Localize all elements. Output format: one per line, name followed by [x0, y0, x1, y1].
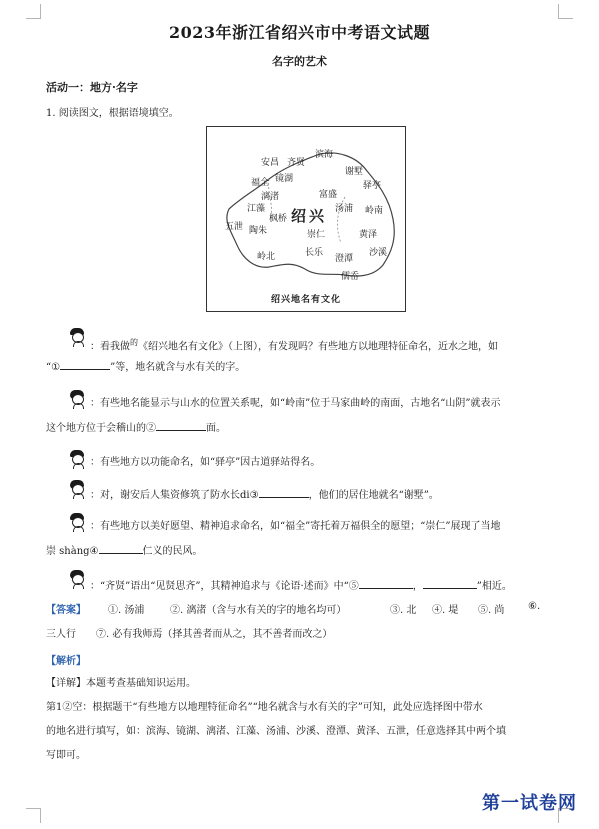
map-place: 澄潭	[335, 254, 354, 264]
answer-item: ⑤. 尚	[478, 605, 505, 616]
site-watermark: 第一试卷网	[482, 793, 577, 814]
map-place: 岭南	[365, 206, 384, 216]
shaoxing-map	[206, 126, 406, 312]
analysis-detail: 【详解】本题考查基础知识运用。	[46, 678, 196, 689]
answer-item: ④. 堤	[432, 605, 459, 616]
answer-item: ②. 漓渚（含与水有关的字的地名均可）	[170, 605, 347, 616]
dialogue-line-6: ：对，谢安后人集资修筑了防水长di③ ，他们的居住地就名“谢墅”。	[90, 487, 599, 503]
corner-mark	[26, 808, 41, 823]
fill-blank-1[interactable]	[60, 359, 110, 370]
answer-item: ⑥.	[528, 601, 541, 612]
fill-blank-2[interactable]	[156, 420, 206, 431]
map-place: 黄泽	[359, 230, 378, 240]
map-place: 镜湖	[275, 174, 294, 184]
document-subtitle: 名字的艺术	[272, 55, 327, 68]
analysis-para-1: 第1②空：根据题干“有些地方以地理特征命名”“地名就含与水有关的字”可知，此处应选择图中带水	[46, 702, 483, 713]
student-avatar	[70, 570, 84, 588]
dialogue-line-8: 崇 shàng④ 仁义的民风。	[46, 543, 556, 559]
dialogue-line-5: ：有些地方以功能命名，如“驿亭”因古道驿站得名。	[90, 457, 321, 468]
student-avatar	[70, 328, 84, 346]
map-center-label: 绍兴	[291, 207, 328, 225]
fill-blank-5[interactable]	[359, 578, 413, 589]
student-avatar	[70, 390, 84, 408]
corner-mark	[26, 4, 41, 19]
dialogue-line-2: “① ”等，地名就含与水有关的字。	[46, 359, 556, 375]
question-intro: 1. 阅读图文，根据语境填空。	[46, 108, 179, 119]
map-place: 五泄	[225, 222, 244, 232]
answer-line-2: 三人行 ⑦. 必有我师焉（择其善者而从之，其不善者而改之）	[46, 629, 333, 640]
answer-item: ③. 北	[390, 605, 417, 616]
dialogue-line-4: 这个地方位于会稽山的② 面。	[46, 420, 556, 436]
map-place: 富盛	[319, 190, 338, 200]
student-avatar	[70, 513, 84, 531]
map-place: 漓渚	[261, 192, 280, 202]
answer-label: 【答案】	[46, 605, 86, 616]
analysis-para-2: 的地名进行填写，如：滨海、镜湖、漓渚、江藻、汤浦、沙溪、澄潭、黄泽、五泄，任意选择其中两个填	[46, 726, 506, 737]
map-place: 谢墅	[345, 167, 364, 177]
map-place: 驿亭	[363, 181, 382, 191]
dialogue-line-1: ：看我做$^的$《绍兴地名有文化》（上图），有发现吗？有些地方以地理特征命名，近水之地，如	[90, 338, 498, 353]
fill-blank-6[interactable]	[423, 578, 477, 589]
map-place: 长乐	[305, 248, 324, 258]
student-avatar	[70, 450, 84, 468]
map-place: 安昌	[261, 158, 280, 168]
fill-blank-4[interactable]	[99, 543, 143, 554]
map-place: 江藻	[247, 204, 266, 214]
map-place: 儒岙	[341, 272, 360, 282]
answer-item: ①. 汤浦	[108, 605, 145, 616]
dialogue-line-3: ：有些地名能显示与山水的位置关系呢，如“岭南”位于马家曲岭的南面，古地名“山阴”就表示	[90, 398, 501, 409]
map-place: 枫桥	[269, 214, 288, 224]
corner-mark	[558, 4, 573, 19]
student-avatar	[70, 480, 84, 498]
fill-blank-3[interactable]	[259, 487, 309, 498]
analysis-para-3: 写即可。	[46, 750, 86, 761]
document-title: 2023年浙江省绍兴市中考语文试题	[168, 23, 431, 42]
map-place: 滨海	[315, 150, 334, 160]
map-place: 崇仁	[307, 230, 326, 240]
dialogue-line-7: ：有些地方以美好愿望、精神追求命名，如“福全”寄托着万福俱全的愿望；“崇仁”展现了当地	[90, 521, 501, 532]
analysis-label: 【解析】	[46, 656, 86, 667]
section-heading: 活动一：地方·名字	[46, 81, 138, 94]
map-place: 汤浦	[335, 204, 354, 214]
map-place: 岭北	[257, 252, 276, 262]
map-place: 齐贤	[287, 158, 306, 168]
dialogue-line-9: ：“齐贤”语出“见贤思齐”，其精神追求与《论语·述而》中“⑤ ， ”相近。	[90, 578, 599, 594]
map-place: 福全	[251, 178, 270, 188]
map-place: 陶朱	[249, 226, 268, 236]
map-caption: 绍兴地名有文化	[270, 295, 341, 305]
map-place: 沙溪	[369, 248, 388, 258]
